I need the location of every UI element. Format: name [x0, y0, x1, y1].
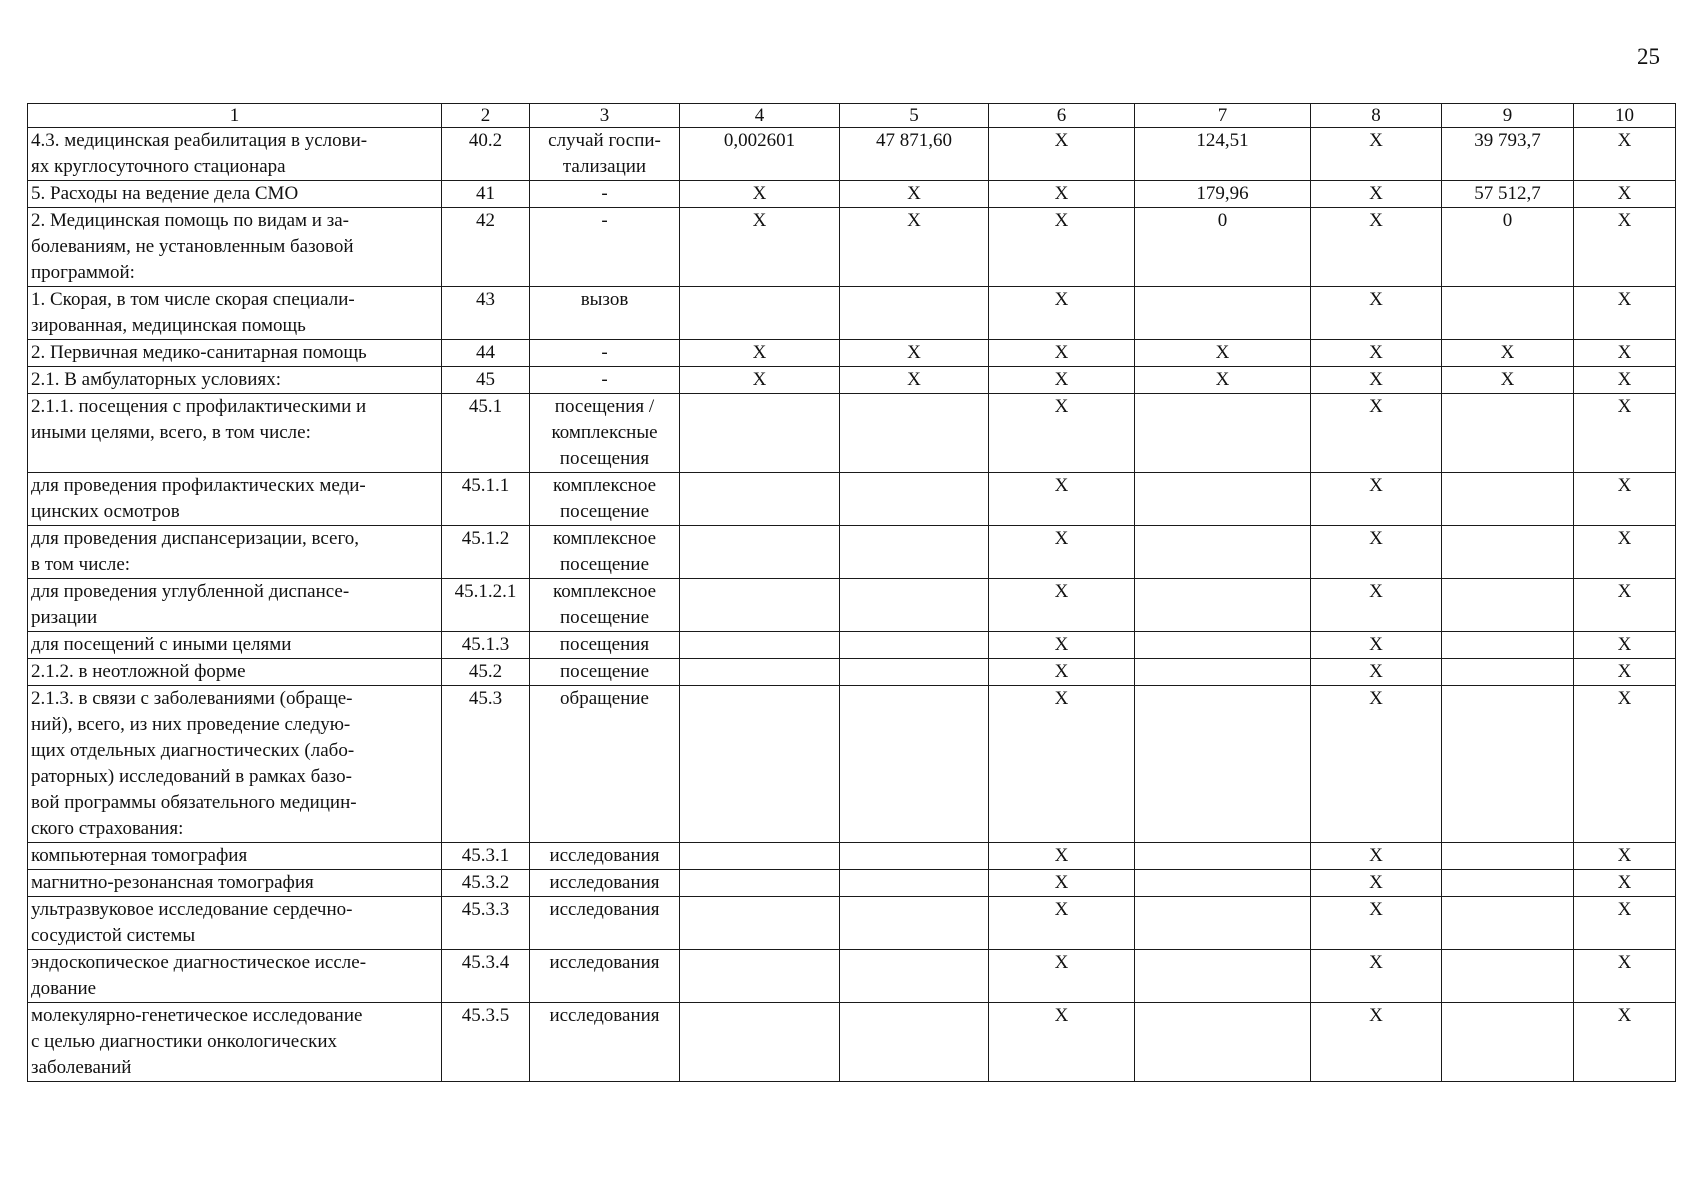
column-number: 2 — [442, 104, 530, 128]
cell-col-6: X — [989, 686, 1135, 843]
cell-col-10: X — [1574, 632, 1676, 659]
row-code: 43 — [442, 287, 530, 340]
cell-col-8: X — [1311, 128, 1442, 181]
cell-col-9 — [1442, 897, 1574, 950]
cell-col-5: X — [840, 367, 989, 394]
row-code: 45.3 — [442, 686, 530, 843]
cell-col-8: X — [1311, 394, 1442, 473]
row-label: 5. Расходы на ведение дела СМО — [28, 181, 442, 208]
row-label: 2. Медицинская помощь по видам и за- болеваниям, не установленным базовой программой: — [28, 208, 442, 287]
cell-col-8: X — [1311, 287, 1442, 340]
cell-col-9 — [1442, 950, 1574, 1003]
cell-col-7 — [1135, 394, 1311, 473]
table-row — [28, 287, 1676, 340]
cell-col-4 — [680, 473, 840, 526]
cell-col-4 — [680, 659, 840, 686]
cell-col-7: 179,96 — [1135, 181, 1311, 208]
column-number: 3 — [530, 104, 680, 128]
cell-col-5 — [840, 686, 989, 843]
cell-col-5 — [840, 659, 989, 686]
cell-col-8: X — [1311, 579, 1442, 632]
column-number: 10 — [1574, 104, 1676, 128]
cell-col-7 — [1135, 1003, 1311, 1082]
cell-col-5: X — [840, 181, 989, 208]
row-label: для проведения диспансеризации, всего, в том числе: — [28, 526, 442, 579]
table-row — [28, 897, 1676, 950]
cell-col-10: X — [1574, 843, 1676, 870]
cell-col-6: X — [989, 128, 1135, 181]
cell-col-9: X — [1442, 340, 1574, 367]
cell-col-6: X — [989, 950, 1135, 1003]
cell-col-4: X — [680, 340, 840, 367]
unit-of-measure: исследования — [530, 843, 680, 870]
unit-of-measure: - — [530, 340, 680, 367]
cell-col-10: X — [1574, 1003, 1676, 1082]
unit-of-measure: комплексное посещение — [530, 473, 680, 526]
cell-col-7 — [1135, 843, 1311, 870]
row-label: 2. Первичная медико-санитарная помощь — [28, 340, 442, 367]
cell-col-9 — [1442, 1003, 1574, 1082]
cell-col-5 — [840, 870, 989, 897]
row-code: 45.1.3 — [442, 632, 530, 659]
cell-col-9: X — [1442, 367, 1574, 394]
cell-col-8: X — [1311, 950, 1442, 1003]
cell-col-10: X — [1574, 526, 1676, 579]
unit-of-measure: комплексное посещение — [530, 526, 680, 579]
cell-col-6: X — [989, 340, 1135, 367]
cell-col-8: X — [1311, 340, 1442, 367]
cell-col-4 — [680, 897, 840, 950]
cell-col-6: X — [989, 659, 1135, 686]
row-code: 45.1.2.1 — [442, 579, 530, 632]
row-label: 1. Скорая, в том числе скорая специали- зированная, медицинская помощь — [28, 287, 442, 340]
table-row — [28, 659, 1676, 686]
cell-col-7: X — [1135, 367, 1311, 394]
cell-col-9 — [1442, 394, 1574, 473]
row-label: магнитно-резонансная томография — [28, 870, 442, 897]
cell-col-6: X — [989, 843, 1135, 870]
cell-col-6: X — [989, 579, 1135, 632]
cell-col-8: X — [1311, 870, 1442, 897]
cell-col-9 — [1442, 870, 1574, 897]
column-number-row — [28, 104, 1676, 128]
cell-col-4 — [680, 526, 840, 579]
row-label: 2.1.3. в связи с заболеваниями (обраще- ний), всего, из них проведение следую- щих отдельных диагностических (лабо- раторных) исследований в рамках базо- вой программы обязательного медицин- ского страхования: — [28, 686, 442, 843]
cell-col-10: X — [1574, 579, 1676, 632]
row-label: эндоскопическое диагностическое иссле- дование — [28, 950, 442, 1003]
cell-col-9 — [1442, 287, 1574, 340]
cell-col-5 — [840, 287, 989, 340]
cell-col-8: X — [1311, 526, 1442, 579]
cell-col-6: X — [989, 870, 1135, 897]
cell-col-7 — [1135, 473, 1311, 526]
cell-col-5: X — [840, 208, 989, 287]
cell-col-8: X — [1311, 473, 1442, 526]
column-number: 9 — [1442, 104, 1574, 128]
cell-col-4 — [680, 950, 840, 1003]
row-code: 45 — [442, 367, 530, 394]
cell-col-10: X — [1574, 897, 1676, 950]
row-code: 44 — [442, 340, 530, 367]
cell-col-7 — [1135, 287, 1311, 340]
row-code: 45.3.1 — [442, 843, 530, 870]
cell-col-7 — [1135, 659, 1311, 686]
row-code: 45.3.2 — [442, 870, 530, 897]
cell-col-6: X — [989, 473, 1135, 526]
cell-col-10: X — [1574, 686, 1676, 843]
row-code: 45.1.2 — [442, 526, 530, 579]
cell-col-8: X — [1311, 181, 1442, 208]
row-label: для проведения углубленной диспансе- ризации — [28, 579, 442, 632]
unit-of-measure: посещение — [530, 659, 680, 686]
cell-col-5 — [840, 473, 989, 526]
cell-col-4: 0,002601 — [680, 128, 840, 181]
unit-of-measure: исследования — [530, 897, 680, 950]
table-row — [28, 394, 1676, 473]
row-label: 4.3. медицинская реабилитация в услови- ях круглосуточного стационара — [28, 128, 442, 181]
column-number: 5 — [840, 104, 989, 128]
cell-col-9 — [1442, 579, 1574, 632]
table-row — [28, 1003, 1676, 1082]
cell-col-6: X — [989, 897, 1135, 950]
cell-col-7 — [1135, 897, 1311, 950]
cell-col-5 — [840, 526, 989, 579]
cell-col-7: X — [1135, 340, 1311, 367]
row-code: 42 — [442, 208, 530, 287]
cell-col-10: X — [1574, 128, 1676, 181]
table-row — [28, 526, 1676, 579]
cell-col-9 — [1442, 659, 1574, 686]
cell-col-4 — [680, 1003, 840, 1082]
cell-col-4 — [680, 632, 840, 659]
table-row — [28, 128, 1676, 181]
cell-col-8: X — [1311, 632, 1442, 659]
row-label: для проведения профилактических меди- цинских осмотров — [28, 473, 442, 526]
cell-col-6: X — [989, 526, 1135, 579]
unit-of-measure: посещения / комплексные посещения — [530, 394, 680, 473]
unit-of-measure: исследования — [530, 870, 680, 897]
unit-of-measure: посещения — [530, 632, 680, 659]
cell-col-7 — [1135, 526, 1311, 579]
cell-col-7 — [1135, 686, 1311, 843]
table-row — [28, 686, 1676, 843]
column-number: 6 — [989, 104, 1135, 128]
cell-col-6: X — [989, 632, 1135, 659]
table-row — [28, 340, 1676, 367]
unit-of-measure: обращение — [530, 686, 680, 843]
cell-col-9: 57 512,7 — [1442, 181, 1574, 208]
row-label: 2.1. В амбулаторных условиях: — [28, 367, 442, 394]
cell-col-6: X — [989, 208, 1135, 287]
cell-col-4 — [680, 394, 840, 473]
cell-col-4 — [680, 579, 840, 632]
cell-col-9 — [1442, 526, 1574, 579]
row-code: 41 — [442, 181, 530, 208]
cell-col-10: X — [1574, 950, 1676, 1003]
cell-col-10: X — [1574, 659, 1676, 686]
unit-of-measure: - — [530, 181, 680, 208]
cell-col-4 — [680, 686, 840, 843]
column-number: 7 — [1135, 104, 1311, 128]
table-row — [28, 181, 1676, 208]
cell-col-10: X — [1574, 208, 1676, 287]
cell-col-10: X — [1574, 367, 1676, 394]
cell-col-8: X — [1311, 897, 1442, 950]
cell-col-5 — [840, 950, 989, 1003]
row-label: компьютерная томография — [28, 843, 442, 870]
cell-col-5 — [840, 843, 989, 870]
unit-of-measure: - — [530, 367, 680, 394]
row-label: 2.1.2. в неотложной форме — [28, 659, 442, 686]
cell-col-7 — [1135, 632, 1311, 659]
cell-col-10: X — [1574, 287, 1676, 340]
unit-of-measure: случай госпи- тализации — [530, 128, 680, 181]
cell-col-5 — [840, 579, 989, 632]
cell-col-10: X — [1574, 473, 1676, 526]
cell-col-8: X — [1311, 1003, 1442, 1082]
unit-of-measure: исследования — [530, 950, 680, 1003]
row-code: 45.1.1 — [442, 473, 530, 526]
row-code: 45.3.3 — [442, 897, 530, 950]
table-row — [28, 843, 1676, 870]
cell-col-4: X — [680, 208, 840, 287]
cell-col-6: X — [989, 367, 1135, 394]
column-number: 8 — [1311, 104, 1442, 128]
cell-col-4: X — [680, 367, 840, 394]
cell-col-6: X — [989, 394, 1135, 473]
cell-col-5: X — [840, 340, 989, 367]
table-row — [28, 367, 1676, 394]
cell-col-10: X — [1574, 394, 1676, 473]
row-label: 2.1.1. посещения с профилактическими и иными целями, всего, в том числе: — [28, 394, 442, 473]
row-code: 45.3.4 — [442, 950, 530, 1003]
cell-col-10: X — [1574, 181, 1676, 208]
cell-col-10: X — [1574, 340, 1676, 367]
table-row — [28, 632, 1676, 659]
row-code: 45.2 — [442, 659, 530, 686]
unit-of-measure: комплексное посещение — [530, 579, 680, 632]
cell-col-7 — [1135, 870, 1311, 897]
cell-col-6: X — [989, 181, 1135, 208]
cell-col-9 — [1442, 473, 1574, 526]
cell-col-5 — [840, 897, 989, 950]
table-row — [28, 208, 1676, 287]
cell-col-8: X — [1311, 367, 1442, 394]
cell-col-4 — [680, 870, 840, 897]
cell-col-7: 0 — [1135, 208, 1311, 287]
unit-of-measure: исследования — [530, 1003, 680, 1082]
cell-col-8: X — [1311, 659, 1442, 686]
row-code: 45.1 — [442, 394, 530, 473]
unit-of-measure: - — [530, 208, 680, 287]
financing-table — [27, 103, 1676, 1082]
cell-col-6: X — [989, 287, 1135, 340]
cell-col-9: 39 793,7 — [1442, 128, 1574, 181]
row-label: для посещений с иными целями — [28, 632, 442, 659]
row-label: молекулярно-генетическое исследование с целью диагностики онкологических заболеваний — [28, 1003, 442, 1082]
cell-col-5 — [840, 1003, 989, 1082]
cell-col-9 — [1442, 843, 1574, 870]
unit-of-measure: вызов — [530, 287, 680, 340]
cell-col-7 — [1135, 579, 1311, 632]
column-number: 1 — [28, 104, 442, 128]
page-number: 25 — [1637, 44, 1660, 69]
cell-col-5: 47 871,60 — [840, 128, 989, 181]
cell-col-4 — [680, 843, 840, 870]
cell-col-8: X — [1311, 843, 1442, 870]
table-row — [28, 870, 1676, 897]
cell-col-8: X — [1311, 208, 1442, 287]
cell-col-9 — [1442, 686, 1574, 843]
table-row — [28, 579, 1676, 632]
cell-col-7: 124,51 — [1135, 128, 1311, 181]
row-code: 40.2 — [442, 128, 530, 181]
cell-col-10: X — [1574, 870, 1676, 897]
row-label: ультразвуковое исследование сердечно- сосудистой системы — [28, 897, 442, 950]
cell-col-9 — [1442, 632, 1574, 659]
row-code: 45.3.5 — [442, 1003, 530, 1082]
cell-col-6: X — [989, 1003, 1135, 1082]
column-number: 4 — [680, 104, 840, 128]
cell-col-8: X — [1311, 686, 1442, 843]
table-row — [28, 950, 1676, 1003]
cell-col-4: X — [680, 181, 840, 208]
table-row — [28, 473, 1676, 526]
cell-col-4 — [680, 287, 840, 340]
cell-col-9: 0 — [1442, 208, 1574, 287]
cell-col-7 — [1135, 950, 1311, 1003]
cell-col-5 — [840, 632, 989, 659]
cell-col-5 — [840, 394, 989, 473]
